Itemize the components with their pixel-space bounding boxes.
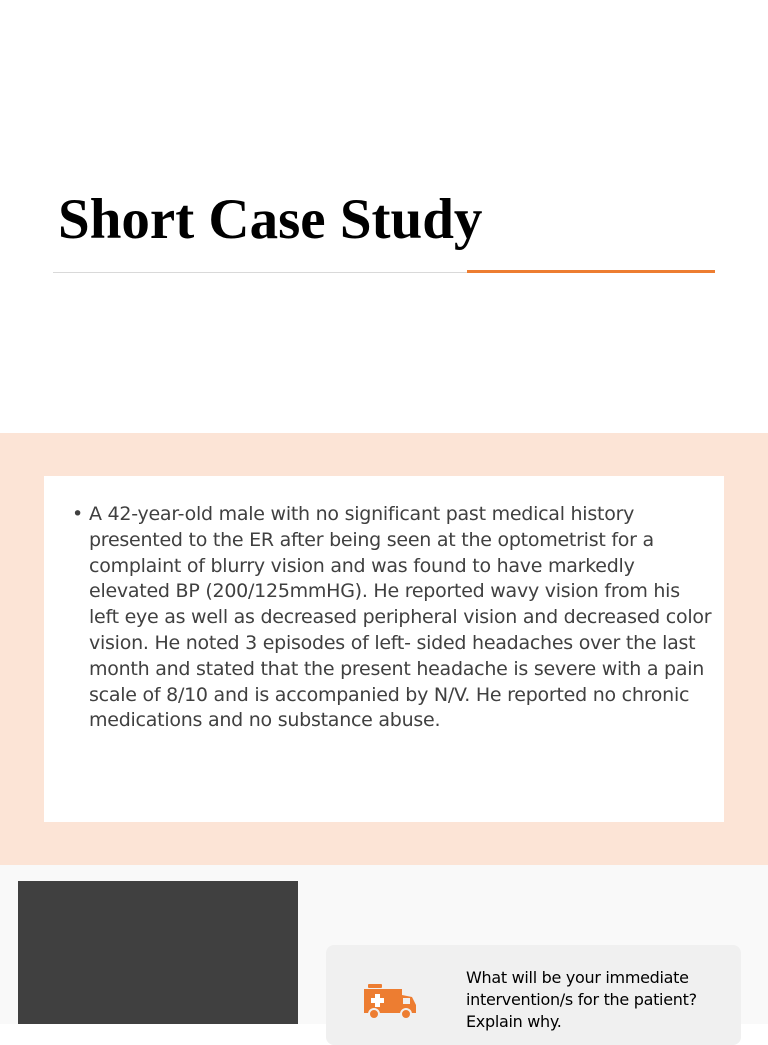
dark-image-panel — [18, 881, 298, 1024]
question-text: What will be your immediate intervention/s for the patient? Explain why. — [466, 968, 697, 1031]
question-slide — [0, 865, 768, 1031]
bullet-marker: • — [72, 503, 84, 525]
case-description: A 42-year-old male with no significant past medical history presented to the ER after being seen at the optometrist for a complaint of blurry vision and was found to have markedly elevated BP (200/125mmHG). He reported wavy vision from his left eye as well as decreased peripheral vision and decreased color vision. He noted 3 episodes of left- sided headaches over the last month and stated that the present headache is severe with a pain scale of 8/10 and is accompanied by N/V. He reported no chronic medications and no substance abuse. — [89, 503, 712, 732]
ambulance-icon — [362, 981, 418, 1021]
title-slide — [0, 0, 768, 433]
question-card — [326, 945, 741, 1045]
case-bullet — [72, 502, 712, 734]
case-text-card — [44, 476, 724, 822]
title-accent-bar — [467, 270, 715, 273]
case-slide — [0, 433, 768, 865]
slide-title: Short Case Study — [58, 188, 483, 251]
